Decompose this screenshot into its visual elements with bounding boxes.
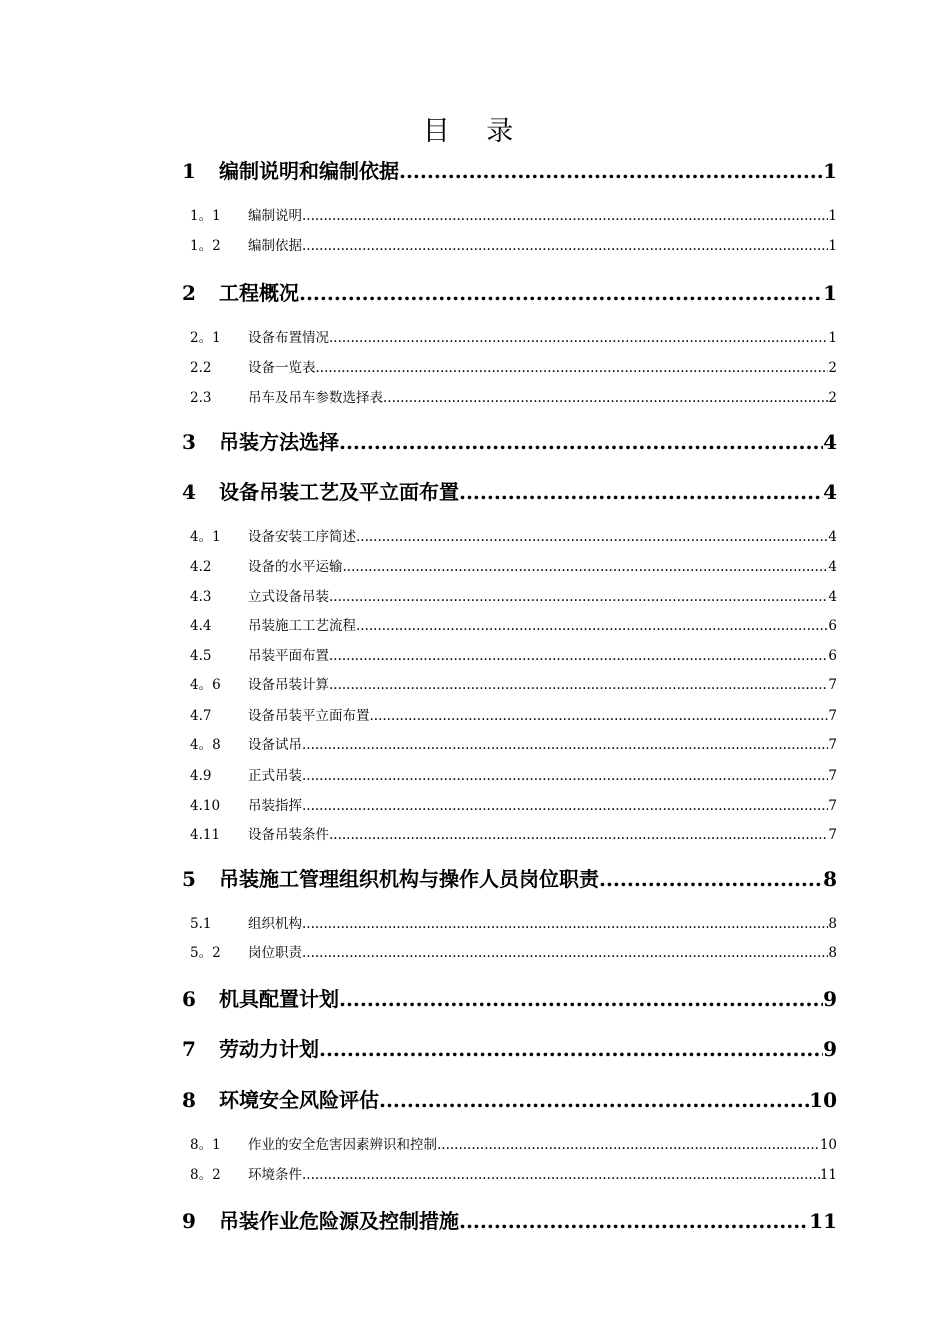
toc-entry-page: 2: [828, 390, 837, 406]
toc-leader-dots: [302, 796, 828, 816]
toc-entry-section[interactable]: [182, 358, 837, 378]
toc-entry-number: 4.4: [190, 618, 212, 634]
toc-entry-number: 4。1: [190, 529, 221, 545]
toc-entry-section[interactable]: [182, 675, 837, 695]
toc-entry-title: 正式吊装: [248, 768, 302, 784]
toc-entry-page: 6: [828, 648, 837, 664]
toc-entry-number: 8。1: [190, 1137, 221, 1153]
toc-entry-title: 立式设备吊装: [248, 589, 329, 605]
toc-entry-page: 4: [823, 430, 837, 454]
toc-entry-chapter[interactable]: [182, 1086, 837, 1114]
toc-leader-dots: [356, 616, 828, 636]
toc-entry-page: 9: [823, 1037, 837, 1061]
toc-entry-page: 11: [809, 1209, 837, 1233]
toc-entry-number: 2: [182, 281, 196, 305]
toc-entry-number: 5。2: [190, 945, 221, 961]
toc-entry-title: 环境安全风险评估: [219, 1088, 379, 1112]
toc-entry-title: 工程概况: [219, 281, 299, 305]
toc-entry-chapter[interactable]: [182, 1207, 837, 1235]
toc-entry-page: 7: [828, 768, 837, 784]
toc-entry-page: 7: [828, 798, 837, 814]
toc-entry-page: 4: [823, 480, 837, 504]
toc-entry-title: 吊装指挥: [248, 798, 302, 814]
toc-entry-chapter[interactable]: [182, 157, 837, 185]
toc-entry-title: 设备一览表: [248, 360, 316, 376]
toc-entry-page: 4: [828, 529, 837, 545]
toc-entry-number: 4.7: [190, 708, 212, 724]
toc-entry-section[interactable]: [182, 328, 837, 348]
toc-entry-page: 10: [809, 1088, 837, 1112]
toc-entry-number: 4.9: [190, 768, 212, 784]
toc-leader-dots: [302, 766, 828, 786]
toc-entry-number: 4.5: [190, 648, 212, 664]
toc-entry-section[interactable]: [182, 1165, 837, 1185]
toc-entry-section[interactable]: [182, 796, 837, 816]
toc-entry-chapter[interactable]: [182, 985, 837, 1013]
toc-entry-number: 4: [182, 480, 196, 504]
toc-entry-title: 吊车及吊车参数选择表: [248, 390, 383, 406]
toc-leader-dots: [329, 328, 828, 348]
toc-entry-page: 6: [828, 618, 837, 634]
toc-entry-page: 8: [828, 916, 837, 932]
toc-leader-dots: [329, 587, 828, 607]
toc-entry-chapter[interactable]: [182, 865, 837, 893]
toc-entry-number: 5: [182, 867, 196, 891]
toc-entry-section[interactable]: [182, 943, 837, 963]
toc-entry-number: 2.2: [190, 360, 212, 376]
toc-leader-dots: [302, 236, 828, 256]
toc-leader-dots: [370, 706, 829, 726]
toc-entry-title: 作业的安全危害因素辨识和控制: [248, 1137, 437, 1153]
toc-entry-page: 11: [819, 1167, 837, 1183]
toc-leader-dots: [379, 1086, 809, 1114]
toc-entry-page: 1: [823, 281, 837, 305]
toc-entry-number: 9: [182, 1209, 196, 1233]
toc-entry-title: 设备吊装计算: [248, 677, 329, 693]
toc-leader-dots: [437, 1135, 820, 1155]
toc-leader-dots: [329, 675, 828, 695]
toc-entry-page: 7: [828, 827, 837, 843]
toc-entry-title: 吊装平面布置: [248, 648, 329, 664]
toc-entry-page: 2: [828, 360, 837, 376]
toc-entry-title: 设备布置情况: [248, 330, 329, 346]
toc-entry-title: 组织机构: [248, 916, 302, 932]
toc-entry-page: 8: [828, 945, 837, 961]
toc-entry-number: 4.10: [190, 798, 221, 814]
toc-entry-page: 1: [823, 159, 837, 183]
toc-leader-dots: [302, 1165, 820, 1185]
toc-entry-number: 5.1: [190, 916, 212, 932]
toc-entry-title: 设备安装工序简述: [248, 529, 356, 545]
page-title: 目 录: [422, 116, 528, 147]
toc-entry-title: 编制依据: [248, 238, 302, 254]
toc-leader-dots: [299, 279, 823, 307]
toc-entry-section[interactable]: [182, 914, 837, 934]
toc-entry-chapter[interactable]: [182, 1035, 837, 1063]
toc-entry-section[interactable]: [182, 646, 837, 666]
toc-entry-number: 6: [182, 987, 196, 1011]
toc-entry-page: 1: [828, 238, 837, 254]
toc-leader-dots: [316, 358, 829, 378]
toc-entry-number: 1。2: [190, 238, 221, 254]
toc-entry-section[interactable]: [182, 527, 837, 547]
toc-entry-page: 8: [823, 867, 837, 891]
toc-entry-number: 1: [182, 159, 196, 183]
toc-entry-page: 10: [819, 1137, 837, 1153]
toc-entry-number: 8。2: [190, 1167, 221, 1183]
toc-entry-number: 4.3: [190, 589, 212, 605]
toc-entry-section[interactable]: [182, 825, 837, 845]
toc-entry-title: 吊装施工管理组织机构与操作人员岗位职责: [219, 867, 599, 891]
toc-entry-section[interactable]: [182, 587, 837, 607]
toc-entry-chapter[interactable]: [182, 279, 837, 307]
toc-entry-title: 设备吊装工艺及平立面布置: [219, 480, 459, 504]
toc-entry-title: 岗位职责: [248, 945, 302, 961]
toc-leader-dots: [329, 646, 828, 666]
toc-entry-number: 4.2: [190, 559, 212, 575]
toc-leader-dots: [302, 914, 828, 934]
toc-entry-page: 1: [828, 330, 837, 346]
toc-entry-title: 编制说明和编制依据: [219, 159, 399, 183]
toc-entry-section[interactable]: [182, 766, 837, 786]
toc-entry-title: 设备吊装平立面布置: [248, 708, 370, 724]
toc-entry-title: 劳动力计划: [219, 1037, 319, 1061]
toc-entry-page: 7: [828, 677, 837, 693]
toc-entry-number: 4。8: [190, 737, 221, 753]
toc-leader-dots: [356, 527, 828, 547]
toc-entry-section[interactable]: [182, 1135, 837, 1155]
toc-entry-title: 设备吊装条件: [248, 827, 329, 843]
toc-leader-dots: [383, 388, 828, 408]
toc-entry-page: 4: [828, 589, 837, 605]
toc-entry-title: 编制说明: [248, 208, 302, 224]
toc-entry-page: 9: [823, 987, 837, 1011]
toc-entry-chapter[interactable]: [182, 478, 837, 506]
toc-entry-number: 7: [182, 1037, 196, 1061]
toc-leader-dots: [302, 206, 828, 226]
toc-entry-section[interactable]: [182, 557, 837, 577]
toc-leader-dots: [319, 1035, 823, 1063]
toc-entry-title: 设备的水平运输: [248, 559, 343, 575]
toc-entry-title: 设备试吊: [248, 737, 302, 753]
toc-entry-section[interactable]: [182, 206, 837, 226]
toc-entry-section[interactable]: [182, 236, 837, 256]
toc-leader-dots: [599, 865, 823, 893]
toc-entry-title: 吊装施工工艺流程: [248, 618, 356, 634]
toc-entry-section[interactable]: [182, 735, 837, 755]
toc-leader-dots: [343, 557, 829, 577]
toc-entry-number: 2。1: [190, 330, 221, 346]
toc-entry-title: 环境条件: [248, 1167, 302, 1183]
toc-entry-section[interactable]: [182, 706, 837, 726]
toc-leader-dots: [459, 1207, 809, 1235]
toc-entry-page: 1: [828, 208, 837, 224]
toc-entry-number: 2.3: [190, 390, 212, 406]
toc-entry-number: 4。6: [190, 677, 221, 693]
toc-entry-title: 吊装方法选择: [219, 430, 339, 454]
toc-leader-dots: [339, 985, 823, 1013]
toc-leader-dots: [459, 478, 823, 506]
toc-entry-number: 8: [182, 1088, 196, 1112]
toc-entry-number: 1。1: [190, 208, 221, 224]
toc-leader-dots: [302, 943, 828, 963]
toc-entry-page: 7: [828, 737, 837, 753]
toc-leader-dots: [302, 735, 828, 755]
toc-entry-page: 4: [828, 559, 837, 575]
toc-entry-section[interactable]: [182, 388, 837, 408]
toc-leader-dots: [329, 825, 828, 845]
toc-leader-dots: [339, 428, 823, 456]
toc-entry-title: 吊装作业危险源及控制措施: [219, 1209, 459, 1233]
toc-entry-page: 7: [828, 708, 837, 724]
toc-entry-chapter[interactable]: [182, 428, 837, 456]
toc-entry-section[interactable]: [182, 616, 837, 636]
toc-leader-dots: [399, 157, 823, 185]
toc-entry-number: 3: [182, 430, 196, 454]
toc-entry-number: 4.11: [190, 827, 221, 843]
toc-entry-title: 机具配置计划: [219, 987, 339, 1011]
